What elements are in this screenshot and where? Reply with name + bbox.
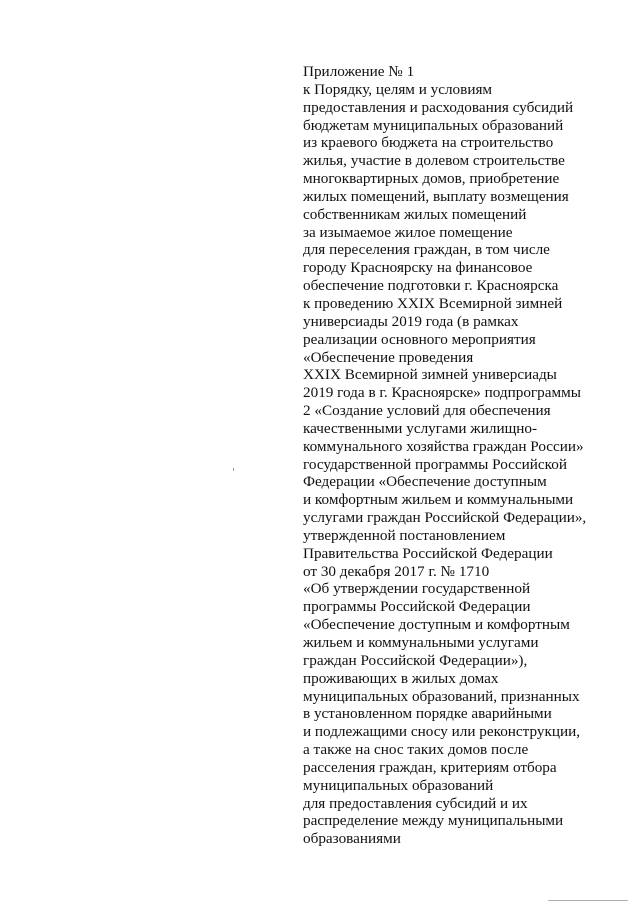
- appendix-line: 2 «Создание условий для обеспечения: [303, 402, 551, 420]
- appendix-line: от 30 декабря 2017 г. № 1710: [303, 562, 490, 580]
- appendix-line: качественными услугами жилищно-: [303, 419, 538, 437]
- appendix-line: и комфортным жильем и коммунальными: [303, 491, 574, 509]
- scan-artifact-edge: [548, 900, 628, 901]
- appendix-line: коммунального хозяйства граждан России»: [303, 437, 584, 455]
- appendix-line: а также на снос таких домов после: [303, 741, 529, 759]
- appendix-line: бюджетам муниципальных образований: [303, 116, 564, 134]
- appendix-line: «Обеспечение доступным и комфортным: [303, 616, 570, 634]
- appendix-line: проживающих в жилых домах: [303, 669, 499, 687]
- appendix-line: жилья, участие в долевом строительстве: [303, 152, 565, 170]
- appendix-line: муниципальных образований: [303, 776, 494, 794]
- appendix-header-block: [303, 63, 628, 848]
- appendix-line: «Обеспечение проведения: [303, 348, 474, 366]
- appendix-line: граждан Российской Федерации»),: [303, 651, 528, 669]
- appendix-line: расселения граждан, критериям отбора: [303, 758, 557, 776]
- appendix-line: жильем и коммунальными услугами: [303, 634, 539, 651]
- appendix-line: 2019 года в г. Красноярске» подпрограммы: [303, 384, 581, 402]
- appendix-line: программы Российской Федерации: [303, 598, 531, 616]
- appendix-line: к проведению XXIX Всемирной зимней: [303, 294, 563, 312]
- appendix-line: и подлежащими сносу или реконструкции,: [303, 723, 581, 741]
- appendix-line: к Порядку, целям и условиям: [303, 80, 493, 98]
- appendix-line: XXIX Всемирной зимней универсиады: [303, 366, 557, 384]
- appendix-line: универсиады 2019 года (в рамках: [303, 312, 519, 330]
- appendix-line: Приложение № 1: [303, 63, 415, 80]
- appendix-line: муниципальных образований, признанных: [303, 687, 580, 705]
- appendix-line: из краевого бюджета на строительство: [303, 134, 554, 152]
- appendix-line: Федерации «Обеспечение доступным: [303, 473, 547, 491]
- appendix-line: «Об утверждении государственной: [303, 580, 531, 598]
- appendix-line: жилых помещений, выплату возмещения: [303, 187, 569, 205]
- appendix-line: реализации основного мероприятия: [303, 330, 536, 348]
- appendix-line: образованиями: [303, 830, 401, 848]
- appendix-line: для переселения граждан, в том числе: [303, 241, 550, 259]
- appendix-line: предоставления и расходования субсидий: [303, 98, 574, 116]
- appendix-line: государственной программы Российской: [303, 455, 567, 473]
- appendix-line: городу Красноярску на финансовое: [303, 259, 533, 277]
- appendix-line: обеспечение подготовки г. Красноярска: [303, 277, 559, 295]
- appendix-line: за изымаемое жилое помещение: [303, 223, 513, 241]
- appendix-line: многоквартирных домов, приобретение: [303, 170, 560, 188]
- appendix-line: для предоставления субсидий и их: [303, 794, 528, 812]
- appendix-line: распределение между муниципальными: [303, 812, 564, 830]
- appendix-line: услугами граждан Российской Федерации»,: [303, 509, 587, 527]
- appendix-line: Правительства Российской Федерации: [303, 544, 553, 562]
- appendix-line: в установленном порядке аварийными: [303, 705, 552, 723]
- scan-artifact-dot: [233, 468, 234, 471]
- appendix-line: собственникам жилых помещений: [303, 205, 527, 223]
- appendix-line: утвержденной постановлением: [303, 526, 506, 544]
